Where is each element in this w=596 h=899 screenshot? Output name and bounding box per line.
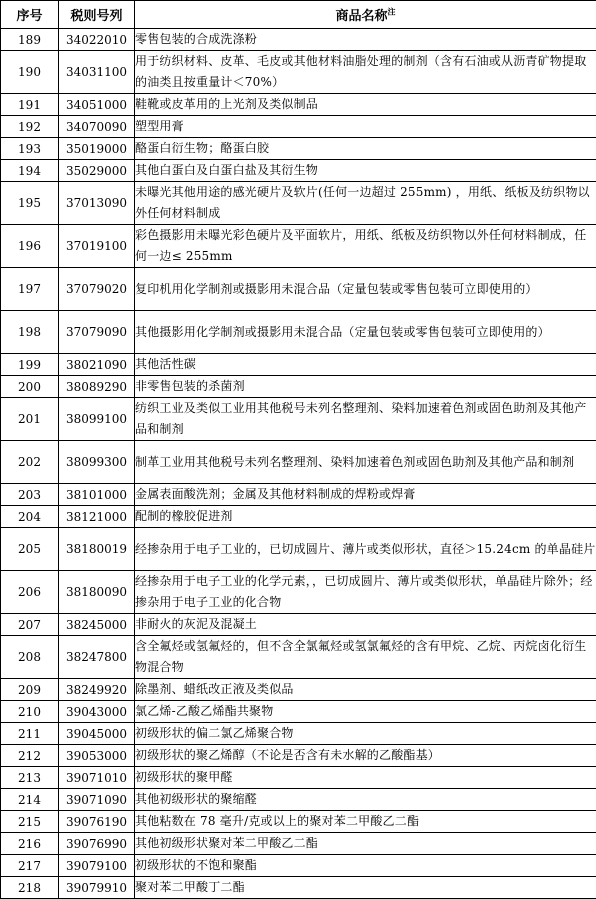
table-row: [1, 225, 596, 268]
row-name: 初级形状的偏二氯乙烯聚合物: [135, 723, 596, 745]
row-seq: 203: [1, 484, 59, 506]
table-row: [1, 571, 596, 614]
table-row: [1, 94, 596, 116]
row-code: 38099100: [59, 398, 135, 441]
table-row: [1, 723, 596, 745]
row-seq: 211: [1, 723, 59, 745]
row-code: 34070090: [59, 116, 135, 138]
row-code: 39043000: [59, 701, 135, 723]
table-row: [1, 354, 596, 376]
row-name: 制革工业用其他税号未列名整理剂、染料加速着色剂或固色助剂及其他产品和制剂: [135, 441, 596, 484]
row-seq: 218: [1, 877, 59, 899]
row-code: 34031100: [59, 51, 135, 94]
row-name: 其他摄影用化学制剂或摄影用未混合品（定量包装或零售包装可立即使用的）: [135, 311, 596, 354]
table-row: [1, 268, 596, 311]
row-name: 塑型用膏: [135, 116, 596, 138]
row-seq: 205: [1, 528, 59, 571]
row-code: 38247800: [59, 636, 135, 679]
row-code: 38180090: [59, 571, 135, 614]
row-code: 38121000: [59, 506, 135, 528]
row-name: 用于纺织材料、皮革、毛皮或其他材料油脂处理的制剂（含有石油或从沥青矿物提取的油类且按重量计＜70%）: [135, 51, 596, 94]
table-row: [1, 789, 596, 811]
row-seq: 217: [1, 855, 59, 877]
table-row: [1, 138, 596, 160]
row-name: 聚对苯二甲酸丁二酯: [135, 877, 596, 899]
row-name: 含全氟烃或氢氟烃的，但不含全氯氟烃或氢氯氟烃的含有甲烷、乙烷、丙烷卤化衍生物混合物: [135, 636, 596, 679]
row-seq: 209: [1, 679, 59, 701]
row-name: 其他初级形状聚对苯二甲酸乙二酯: [135, 833, 596, 855]
table-row: [1, 877, 596, 899]
row-code: 34051000: [59, 94, 135, 116]
table-row: [1, 679, 596, 701]
row-code: 38021090: [59, 354, 135, 376]
table-row: [1, 51, 596, 94]
row-seq: 214: [1, 789, 59, 811]
row-seq: 190: [1, 51, 59, 94]
row-seq: 192: [1, 116, 59, 138]
row-name: 零售包装的合成洗涤粉: [135, 29, 596, 51]
row-seq: 194: [1, 160, 59, 182]
row-name: 除墨剂、蜡纸改正液及类似品: [135, 679, 596, 701]
row-seq: 212: [1, 745, 59, 767]
header-name: [135, 1, 596, 29]
row-name: 其他粘数在 78 毫升/克或以上的聚对苯二甲酸乙二酯: [135, 811, 596, 833]
table-row: [1, 528, 596, 571]
row-code: 39079100: [59, 855, 135, 877]
header-code: 税则号列: [59, 1, 135, 29]
row-name: 经掺杂用于电子工业的，已切成圆片、薄片或类似形状，直径＞15.24cm 的单晶硅片: [135, 528, 596, 571]
row-seq: 213: [1, 767, 59, 789]
row-code: 38249920: [59, 679, 135, 701]
row-name: 配制的橡胶促进剂: [135, 506, 596, 528]
row-code: 39071090: [59, 789, 135, 811]
row-seq: 201: [1, 398, 59, 441]
row-name: 经掺杂用于电子工业的化学元素，，已切成圆片、薄片或类似形状，单晶硅片除外；经掺杂用于电子工业的化合物: [135, 571, 596, 614]
row-name: 鞋靴或皮革用的上光剂及类似制品: [135, 94, 596, 116]
row-seq: 196: [1, 225, 59, 268]
row-seq: 189: [1, 29, 59, 51]
row-seq: 193: [1, 138, 59, 160]
table-row: [1, 614, 596, 636]
row-name: 复印机用化学制剂或摄影用未混合品（定量包装或零售包装可立即使用的）: [135, 268, 596, 311]
row-name: 其他白蛋白及白蛋白盐及其衍生物: [135, 160, 596, 182]
row-code: 39053000: [59, 745, 135, 767]
row-seq: 207: [1, 614, 59, 636]
row-name: 初级形状的不饱和聚酯: [135, 855, 596, 877]
row-code: 38101000: [59, 484, 135, 506]
row-seq: 210: [1, 701, 59, 723]
table-row: [1, 398, 596, 441]
row-code: 35019000: [59, 138, 135, 160]
header-name-note: 注: [388, 8, 396, 17]
row-code: 38099300: [59, 441, 135, 484]
table-row: [1, 484, 596, 506]
row-name: 其他初级形状的聚缩醛: [135, 789, 596, 811]
row-seq: 195: [1, 182, 59, 225]
table-row: [1, 311, 596, 354]
table-row: [1, 636, 596, 679]
row-code: 35029000: [59, 160, 135, 182]
row-name: 其他活性碳: [135, 354, 596, 376]
row-seq: 204: [1, 506, 59, 528]
row-code: 34022010: [59, 29, 135, 51]
row-seq: 191: [1, 94, 59, 116]
header-seq: 序号: [1, 1, 59, 29]
row-code: 37079020: [59, 268, 135, 311]
table-row: [1, 441, 596, 484]
row-seq: 208: [1, 636, 59, 679]
table-header-row: [1, 1, 596, 29]
row-code: 38089290: [59, 376, 135, 398]
table-row: [1, 701, 596, 723]
row-seq: 197: [1, 268, 59, 311]
row-name: 非零售包装的杀菌剂: [135, 376, 596, 398]
table-row: [1, 833, 596, 855]
table-row: [1, 160, 596, 182]
row-code: 38245000: [59, 614, 135, 636]
row-name: 未曝光其他用途的感光硬片及软片(任何一边超过 255mm) ，用纸、纸板及纺织物以外任何材料制成: [135, 182, 596, 225]
table-row: [1, 745, 596, 767]
row-seq: 215: [1, 811, 59, 833]
header-name-label: 商品名称: [335, 9, 387, 24]
row-name: 氯乙烯-乙酸乙烯酯共聚物: [135, 701, 596, 723]
row-seq: 200: [1, 376, 59, 398]
table-row: [1, 767, 596, 789]
row-code: 39076190: [59, 811, 135, 833]
table-body: [1, 29, 596, 899]
row-code: 39071010: [59, 767, 135, 789]
row-seq: 202: [1, 441, 59, 484]
table-row: [1, 376, 596, 398]
table-row: [1, 116, 596, 138]
row-code: 37079090: [59, 311, 135, 354]
table-row: [1, 855, 596, 877]
row-code: 39079910: [59, 877, 135, 899]
row-name: 初级形状的聚甲醛: [135, 767, 596, 789]
row-code: 37019100: [59, 225, 135, 268]
row-seq: 199: [1, 354, 59, 376]
row-code: 38180019: [59, 528, 135, 571]
table-row: [1, 811, 596, 833]
table-row: [1, 29, 596, 51]
row-seq: 206: [1, 571, 59, 614]
row-name: 非耐火的灰泥及混凝土: [135, 614, 596, 636]
row-name: 彩色摄影用未曝光彩色硬片及平面软片，用纸、纸板及纺织物以外任何材料制成，任何一边≤ 255mm: [135, 225, 596, 268]
row-seq: 216: [1, 833, 59, 855]
row-name: 金属表面酸洗剂；金属及其他材料制成的焊粉或焊膏: [135, 484, 596, 506]
row-code: 39076990: [59, 833, 135, 855]
row-code: 37013090: [59, 182, 135, 225]
row-name: 初级形状的聚乙烯醇（不论是否含有未水解的乙酸酯基）: [135, 745, 596, 767]
row-code: 39045000: [59, 723, 135, 745]
row-name: 酪蛋白衍生物；酪蛋白胶: [135, 138, 596, 160]
row-seq: 198: [1, 311, 59, 354]
table-row: [1, 182, 596, 225]
table-row: [1, 506, 596, 528]
row-name: 纺织工业及类似工业用其他税号未列名整理剂、染料加速着色剂或固色助剂及其他产品和制剂: [135, 398, 596, 441]
